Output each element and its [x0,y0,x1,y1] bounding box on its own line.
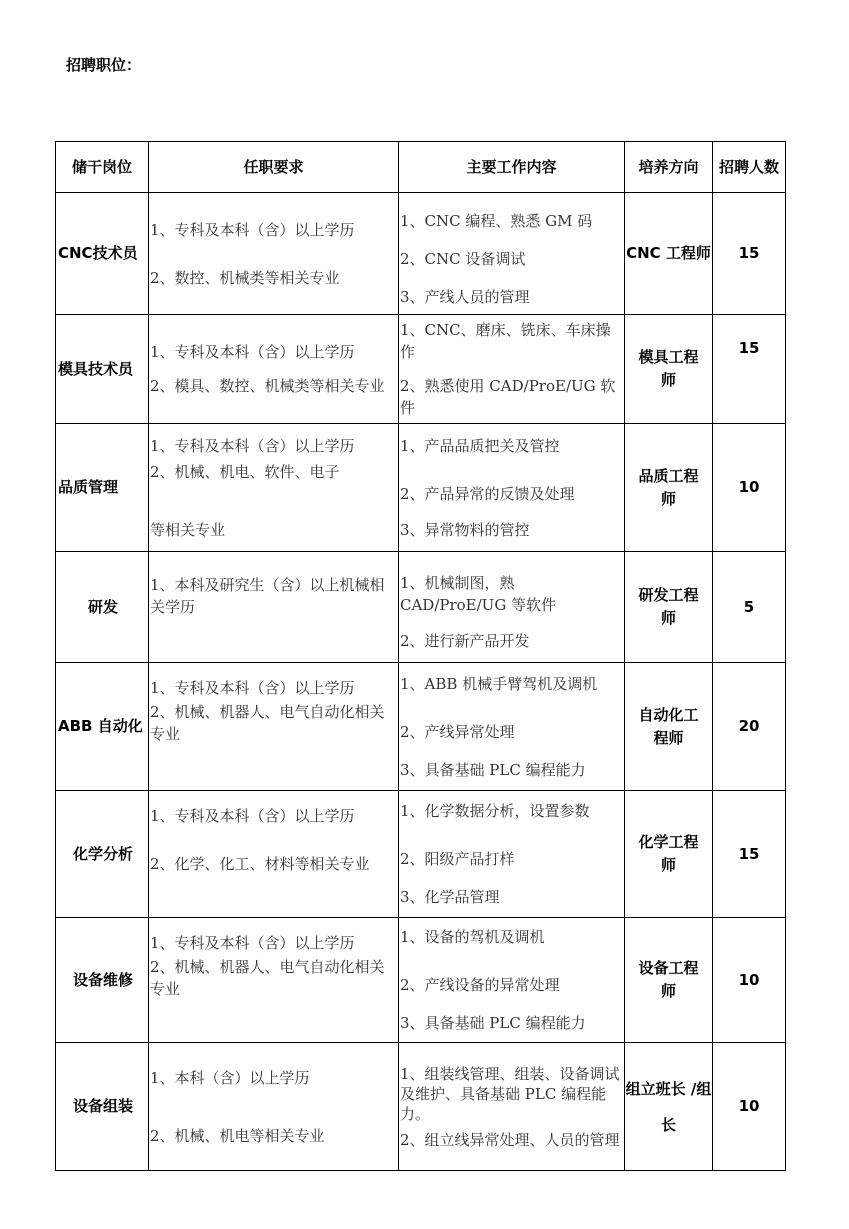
duty-line: 2、进行新产品开发 [400,632,530,650]
requirement-line: 1、专科及本科（含）以上学历 [150,679,355,697]
duty-line: 2、产品异常的反馈及处理 [400,484,575,503]
requirement-line: 2、机械、机电等相关专业 [150,1126,325,1145]
requirement-line: 等相关专业 [150,520,226,539]
duty-line: 3、产线人员的管理 [400,287,530,306]
requirement-line: 2、模具、数控、机械类等相关专业 [150,377,385,395]
cell-duties [399,918,625,1043]
requirement-line: 1、专科及本科（含）以上学历 [150,807,355,825]
cell-count: 10 [713,1043,786,1171]
requirement-line: 2、机械、机电、软件、电子 [150,462,340,481]
duty-line: 3、具备基础 PLC 编程能力 [400,1014,586,1032]
table-row [56,791,786,918]
duty-line: 3、具备基础 PLC 编程能力 [400,760,586,779]
cell-direction: 设备工程师 [625,918,713,1043]
duty-line: 2、产线异常处理 [400,722,515,741]
cell-requirements [149,193,399,315]
requirement-line: 2、机械、机器人、电气自动化相关专业 [150,703,385,743]
direction-line: /组长 [660,1079,712,1134]
duty-line: 1、设备的驾机及调机 [400,928,545,946]
cell-direction: CNC 工程师 [625,193,713,315]
duty-line: 2、CNC 设备调试 [400,249,526,268]
cell-duties [399,791,625,918]
requirement-line: 2、化学、化工、材料等相关专业 [150,855,370,873]
header-count: 招聘人数 [713,142,786,193]
cell-requirements [149,315,399,424]
table-row [56,552,786,663]
table-row [56,918,786,1043]
cell-position: 设备组装 [56,1043,149,1171]
cell-direction: 品质工程师 [625,424,713,552]
duty-line: 3、异常物料的管控 [400,520,530,539]
page-heading: 招聘职位： [66,56,142,74]
table-header-row [56,142,786,193]
table-row [56,1043,786,1171]
cell-duties [399,424,625,552]
duty-line: 1、组装线管理、组装、设备调试及维护、具备基础 PLC 编程能力。 [400,1064,620,1123]
requirement-line: 1、专科及本科（含）以上学历 [150,220,355,239]
requirement-line: 1、专科及本科（含）以上学历 [150,343,355,361]
cell-requirements [149,552,399,663]
cell-position: 化学分析 [56,791,149,918]
cell-duties [399,315,625,424]
header-duties: 主要工作内容 [399,142,625,193]
duty-line: 1、产品品质把关及管控 [400,436,560,455]
cell-direction: 研发工程师 [625,552,713,663]
cell-count: 15 [713,193,786,315]
cell-count: 15 [713,791,786,918]
cell-duties [399,552,625,663]
header-requirements: 任职要求 [149,142,399,193]
cell-position: CNC技术员 [56,193,149,315]
cell-direction: 模具工程师 [625,315,713,424]
cell-count: 20 [713,663,786,791]
header-position: 储干岗位 [56,142,149,193]
requirement-line: 1、本科（含）以上学历 [150,1068,310,1087]
cell-duties [399,663,625,791]
requirement-line: 2、机械、机器人、电气自动化相关专业 [150,958,385,998]
cell-position: 品质管理 [56,424,149,552]
table-row [56,193,786,315]
cell-position: 设备维修 [56,918,149,1043]
cell-requirements [149,791,399,918]
duty-line: 1、化学数据分析，设置参数 [400,802,590,820]
cell-direction: 自动化工程师 [625,663,713,791]
table-row [56,663,786,791]
cell-duties [399,1043,625,1171]
cell-position: 研发 [56,552,149,663]
table-row [56,424,786,552]
cell-position: ABB 自动化 [56,663,149,791]
job-table [55,141,786,1171]
requirement-line: 1、专科及本科（含）以上学历 [150,436,355,455]
table-row [56,315,786,424]
cell-count: 15 [713,315,786,424]
duty-line: 2、产线设备的异常处理 [400,976,560,994]
duty-line: 3、化学品管理 [400,888,500,906]
cell-count: 10 [713,424,786,552]
duty-line: 1、CNC 编程、熟悉 GM 码 [400,211,593,230]
cell-count: 5 [713,552,786,663]
duty-line: 2、熟悉使用 CAD/ProE/UG 软件 [400,377,616,417]
cell-requirements [149,424,399,552]
duty-line: 1、机械制图，熟 CAD/ProE/UG 等软件 [400,574,557,614]
cell-count: 10 [713,918,786,1043]
duty-line: 1、CNC、磨床、铣床、车床操作 [400,321,611,361]
duty-line: 1、ABB 机械手臂驾机及调机 [400,674,598,693]
cell-duties [399,193,625,315]
direction-line: 组立班长 [625,1079,686,1098]
requirement-line: 2、数控、机械类等相关专业 [150,268,340,287]
cell-requirements [149,918,399,1043]
duty-line: 2、阳级产品打样 [400,850,515,868]
cell-requirements [149,663,399,791]
requirement-line: 1、专科及本科（含）以上学历 [150,934,355,952]
requirement-line: 1、本科及研究生（含）以上机械相关学历 [150,576,385,616]
header-direction: 培养方向 [625,142,713,193]
duty-line: 2、组立线异常处理、人员的管理 [400,1130,620,1149]
cell-direction [625,1043,713,1171]
cell-requirements [149,1043,399,1171]
cell-position: 模具技术员 [56,315,149,424]
cell-direction: 化学工程师 [625,791,713,918]
